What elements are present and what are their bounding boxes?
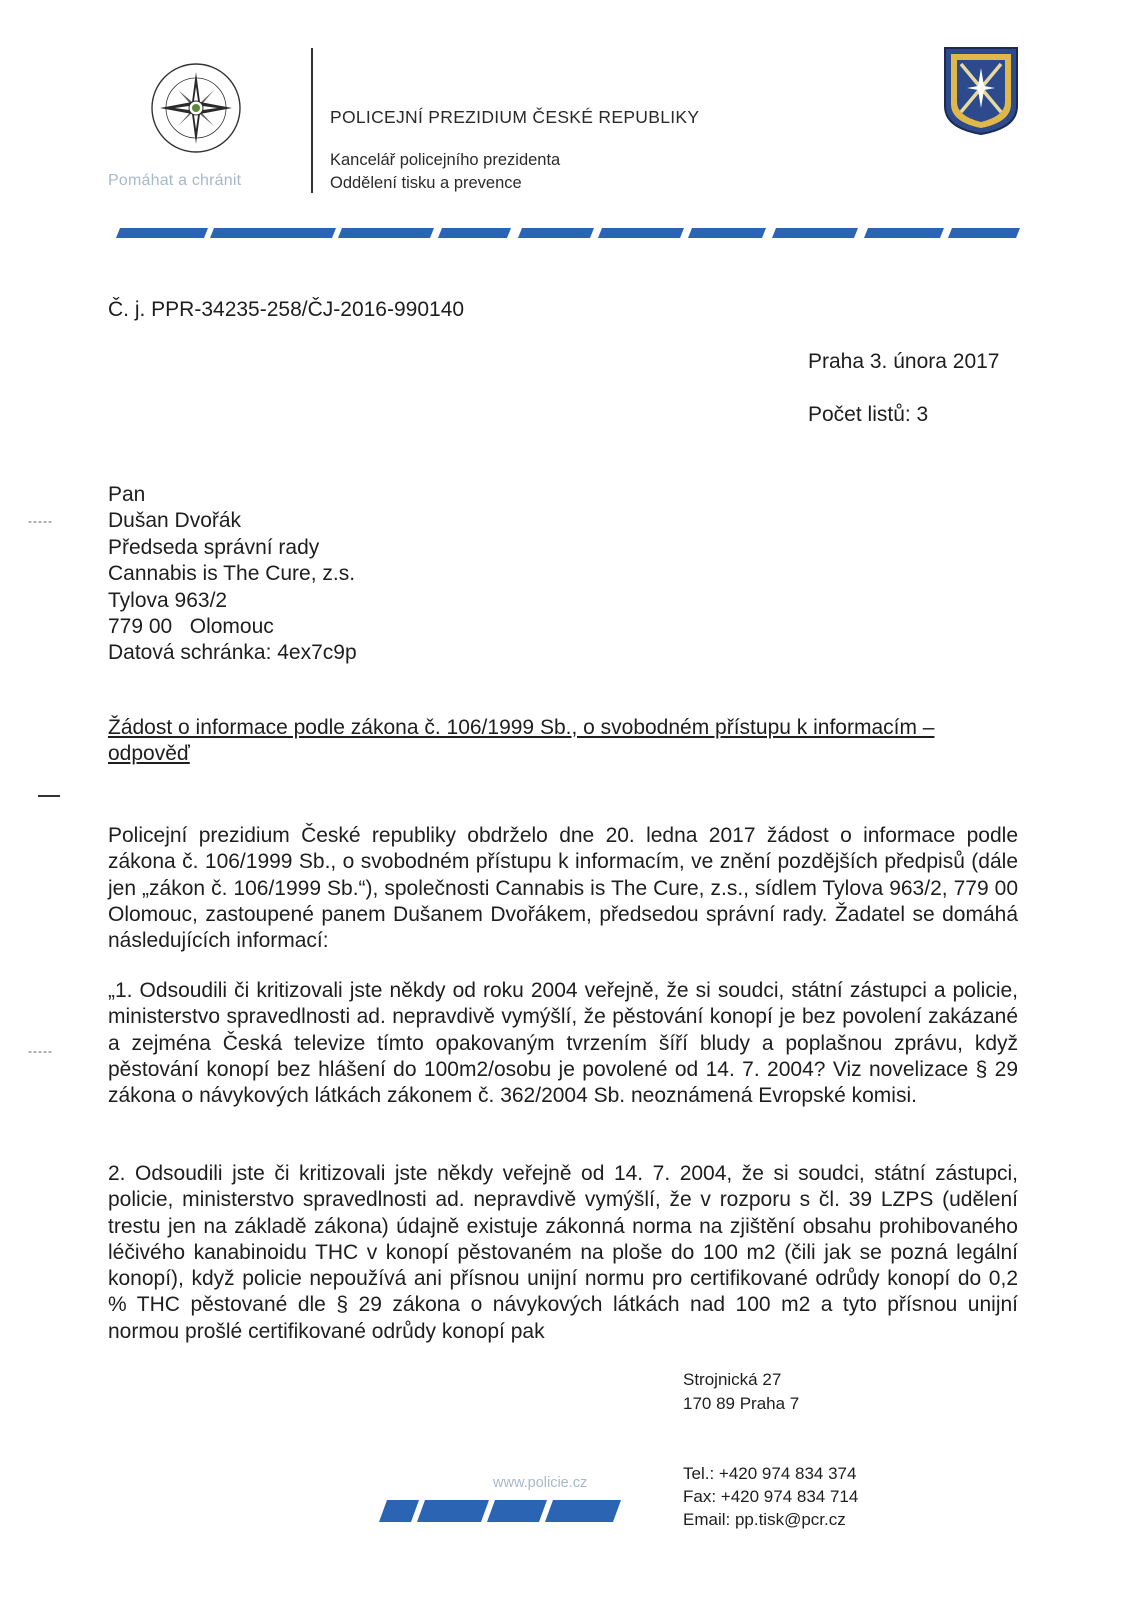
margin-punch-mark (38, 795, 60, 797)
footer-phone: Tel.: +420 974 834 374 (683, 1464, 857, 1483)
margin-fold-mark: ----- (28, 514, 53, 528)
header-divider (311, 48, 313, 193)
footer-contact (683, 1462, 858, 1531)
letter-date: Praha 3. února 2017 (808, 350, 1000, 373)
margin-fold-mark: ----- (28, 1044, 53, 1058)
body-paragraph: Policejní prezidium České republiky obdrželo dne 20. ledna 2017 žádost o informace podle zákona č. 106/1999 Sb., o svobodném přístupu k informacím, ve znění pozdějších předpisů (dále jen „zákon č. 106/1999 Sb.“), společnosti Cannabis is The Cure, z.s., sídlem Tylova 963/2, 779 00 Olomouc, zastoupené panem Dušanem Dvořákem, předsedou správní rady. Žadatel se domáhá následujících informací: (108, 824, 1018, 953)
body-paragraph: 2. Odsoudili jste či kritizovali jste někdy veřejně od 14. 7. 2004, že si soudci, státní zástupci, policie, ministerstvo spravedlnosti ad. nepravdivě vymýšlí, že v rozporu s čl. 39 LZPS (udělení trestu jen na základě zákona) údajně existuje zákonná norma na zjištění obsahu prohibovaného léčivého kanabinoidu THC v konopí pěstovaném na ploše do 100 m2 (čili jak se pozná legální konopí), když policie nepoužívá ani přísnou unijní normu pro certifikované odrůdy konopí do 0,2 % THC pěstované dle § 29 zákona o návykových látkách nad 100 m2 a tyto přísnou unijní normou prošlé certifikované odrůdy konopí pak (108, 1162, 1018, 1343)
footer-fax: Fax: +420 974 834 714 (683, 1487, 859, 1506)
footer-website: www.policie.cz (493, 1475, 588, 1491)
footer-band (379, 1500, 621, 1522)
recipient-role: Předseda správní rady (108, 535, 320, 559)
page-count: Počet listů: 3 (808, 403, 929, 426)
reference-number: Č. j. PPR-34235-258/ČJ-2016-990140 (108, 298, 465, 321)
recipient-city: 779 00 Olomouc (108, 615, 274, 639)
office-name: Kancelář policejního prezidenta (330, 151, 561, 169)
police-emblem (943, 46, 1019, 136)
institution-name: POLICEJNÍ PREZIDIUM ČESKÉ REPUBLIKY (330, 107, 700, 127)
department-name: Oddělení tisku a prevence (330, 174, 522, 192)
police-star-logo (150, 62, 242, 154)
recipient-salutation: Pan (108, 483, 146, 506)
recipient-street: Tylova 963/2 (108, 588, 228, 612)
footer-city: 170 89 Praha 7 (683, 1394, 800, 1413)
motto: Pomáhat a chránit (108, 172, 242, 189)
footer-street: Strojnická 27 (683, 1370, 782, 1389)
recipient-organization: Cannabis is The Cure, z.s. (108, 562, 356, 586)
letter-subject: Žádost o informace podle zákona č. 106/1999 Sb., o svobodném přístupu k informacím – odpověď (108, 716, 935, 765)
body-paragraph: „1. Odsoudili či kritizovali jste někdy od roku 2004 veřejně, že si soudci, státní zástupci a policie, ministerstvo spravedlnosti ad. nepravdivě vymýšlí, že pěstování konopí je bez povolení zakázané a zejména Česká televize tímto opakovaným tvrzením šíří bludy a poplašnou zprávu, když pěstování konopí bez hlášení do 100m2/osobu je povolené od 14. 7. 2004? Viz novelizace § 29 zákona o návykových látkách zákonem č. 362/2004 Sb. neoznámená Evropské komisi. (108, 979, 1018, 1108)
recipient-address (108, 482, 357, 667)
recipient-name: Dušan Dvořák (108, 509, 242, 533)
header-band (116, 228, 1020, 238)
recipient-databox: Datová schránka: 4ex7c9p (108, 641, 357, 665)
footer-email: Email: pp.tisk@pcr.cz (683, 1510, 846, 1529)
